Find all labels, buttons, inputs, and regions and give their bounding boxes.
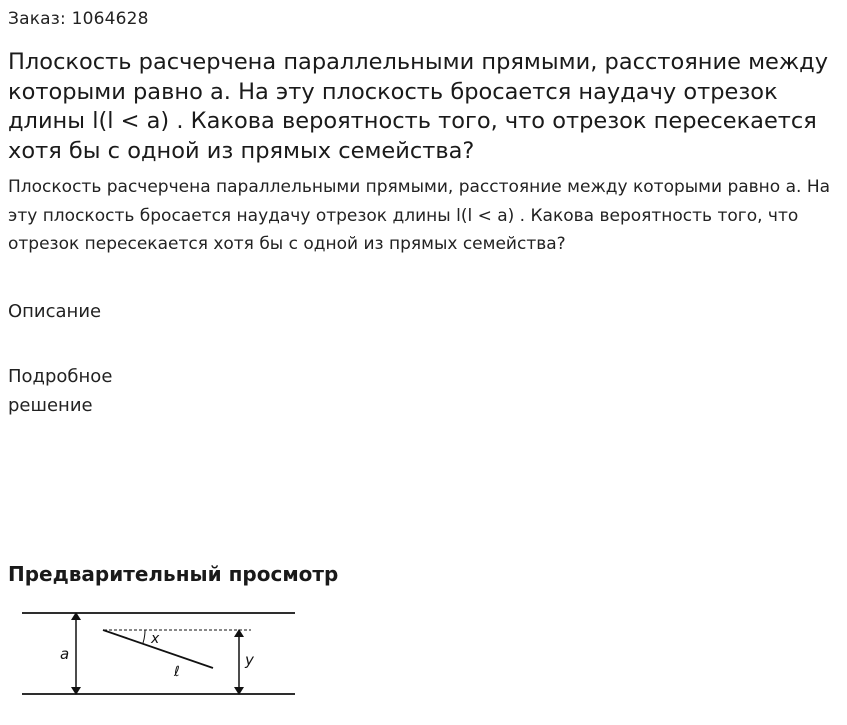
- label-l: ℓ: [174, 664, 180, 680]
- description-label: Описание: [8, 301, 102, 322]
- problem-title: Плоскость расчерчена параллельными прямыми, расстояние между которыми равно a. На эту плоскость бросается наудачу отрезок длины l(l < a) . Какова вероятность того, что отрезок пересекается хотя бы с одной из прямых семейства?: [8, 49, 829, 164]
- detailed-solution-label: Подробное решение: [8, 366, 113, 416]
- problem-text: Плоскость расчерчена параллельными прямыми, расстояние между которыми равно a. На эту плоскость бросается наудачу отрезок длины l(l < a) . Какова вероятность того, что отрезок пересекается хотя бы с одной из прямых семейства?: [8, 177, 831, 254]
- preview-figure: [8, 596, 308, 701]
- angle-arc: [143, 630, 145, 643]
- preview-heading: Предварительный просмотр: [8, 562, 339, 586]
- order-number: Заказ: 1064628: [8, 9, 149, 29]
- label-y: y: [245, 651, 254, 669]
- label-x: x: [151, 631, 160, 647]
- label-a: a: [60, 645, 70, 663]
